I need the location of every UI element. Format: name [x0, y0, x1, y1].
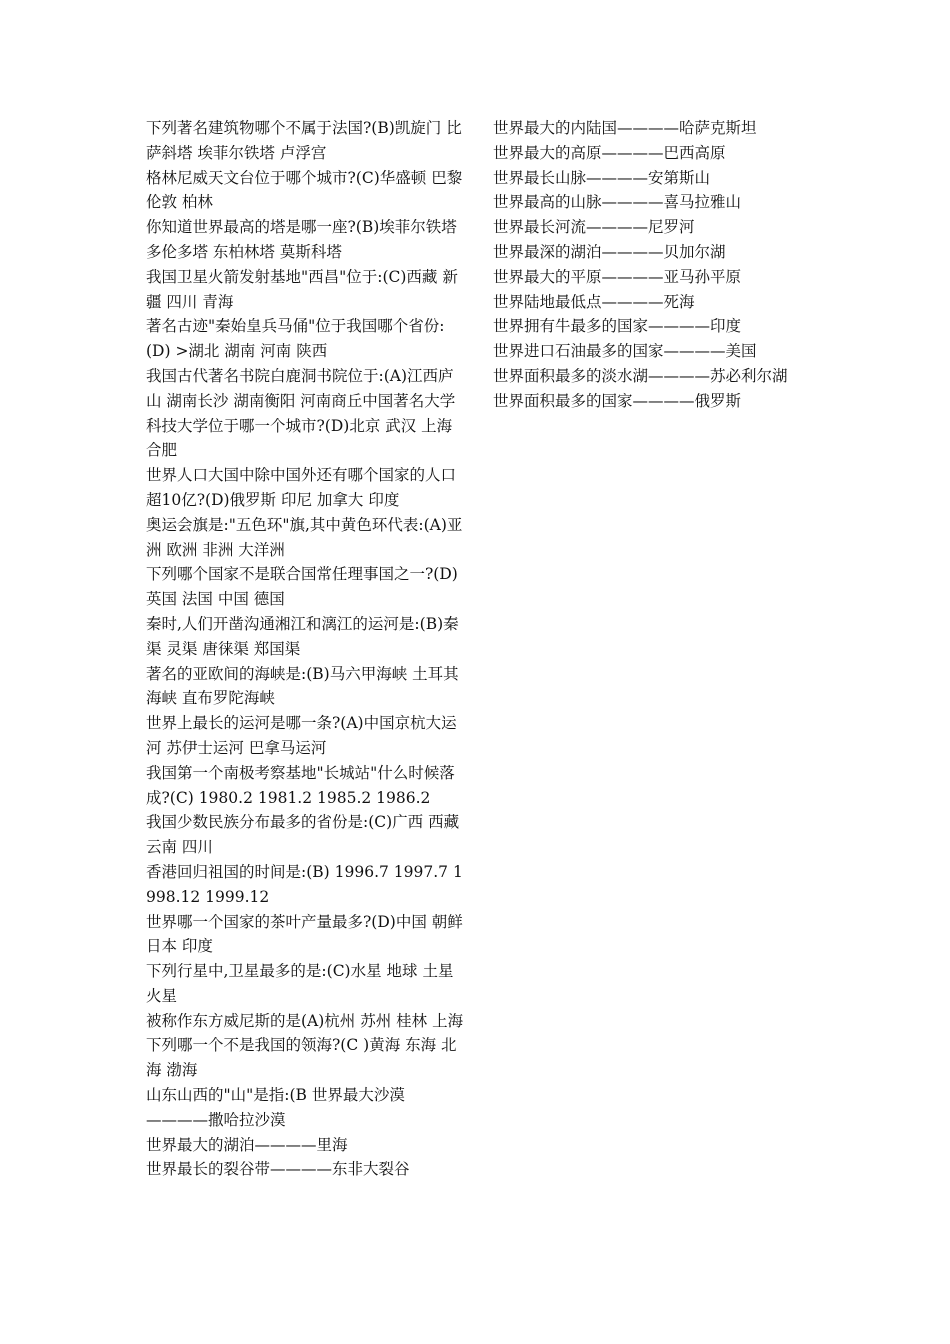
paragraph: 下列哪个国家不是联合国常任理事国之一?(D)英国 法国 中国 德国 — [146, 565, 458, 609]
paragraph: 世界面积最多的国家————俄罗斯 — [493, 391, 742, 410]
paragraph: 世界最长山脉————安第斯山 — [493, 168, 711, 187]
right-column — [493, 116, 813, 414]
paragraph: 世界陆地最低点————死海 — [493, 292, 695, 311]
paragraph: 世界最大的高原————巴西高原 — [493, 143, 726, 162]
paragraph: 被称作东方威尼斯的是(A)杭州 苏州 桂林 上海 — [146, 1011, 464, 1030]
paragraph: 奥运会旗是:"五色环"旗,其中黄色环代表:(A)亚洲 欧洲 非洲 大洋洲 — [146, 515, 463, 559]
paragraph: 世界人口大国中除中国外还有哪个国家的人口超10亿?(D)俄罗斯 印尼 加拿大 印度 — [146, 466, 457, 509]
paragraph: 世界面积最多的淡水湖————苏必利尔湖 — [493, 366, 788, 385]
paragraph: 世界最大的湖泊————里海 — [146, 1135, 348, 1154]
left-column — [146, 116, 466, 1182]
paragraph: 山东山西的"山"是指:(B 世界最大沙漠————撒哈拉沙漠 — [146, 1086, 405, 1129]
paragraph: 世界最深的湖泊————贝加尔湖 — [493, 242, 726, 261]
paragraph: 下列行星中,卫星最多的是:(C)水星 地球 土星 火星 — [146, 962, 454, 1005]
paragraph: 世界最大的平原————亚马孙平原 — [493, 267, 742, 286]
paragraph: 世界拥有牛最多的国家————印度 — [493, 317, 742, 336]
paragraph: 秦时,人们开凿沟通湘江和漓江的运河是:(B)秦渠 灵渠 唐徕渠 郑国渠 — [146, 614, 459, 658]
paragraph: 世界最长河流————尼罗河 — [493, 218, 695, 237]
paragraph: 世界最长的裂谷带————东非大裂谷 — [146, 1160, 410, 1179]
paragraph: 世界最大的内陆国————哈萨克斯坦 — [493, 119, 757, 137]
paragraph: 我国第一个南极考察基地"长城站"什么时候落成?(C) 1980.2 1981.2 1985.2 1986.2 — [146, 763, 455, 807]
paragraph: 下列著名建筑物哪个不属于法国?(B)凯旋门 比萨斜塔 埃菲尔铁塔 卢浮宫 — [146, 119, 462, 162]
paragraph: 我国卫星火箭发射基地"西昌"位于:(C)西藏 新疆 四川 青海 — [146, 267, 458, 311]
paragraph: 香港回归祖国的时间是:(B) 1996.7 1997.7 1998.12 1999.12 — [146, 862, 463, 906]
paragraph: 世界最高的山脉————喜马拉雅山 — [493, 193, 742, 212]
paragraph: 著名的亚欧间的海峡是:(B)马六甲海峡 土耳其海峡 直布罗陀海峡 — [146, 664, 459, 708]
paragraph: 下列哪一个不是我国的领海?(C )黄海 东海 北海 渤海 — [146, 1036, 457, 1080]
paragraph: 世界进口石油最多的国家————美国 — [493, 342, 757, 361]
paragraph: 你知道世界最高的塔是哪一座?(B)埃菲尔铁塔 多伦多塔 东柏林塔 莫斯科塔 — [146, 218, 457, 261]
paragraph: 世界哪一个国家的茶叶产量最多?(D)中国 朝鲜 日本 印度 — [146, 912, 463, 956]
paragraph: 我国少数民族分布最多的省份是:(C)广西 西藏 云南 四川 — [146, 813, 460, 857]
paragraph: 我国古代著名书院白鹿洞书院位于:(A)江西庐山 湖南长沙 湖南衡阳 河南商丘中国著名大学科技大学位于哪一个城市?(D)北京 武汉 上海 合肥 — [146, 366, 456, 460]
paragraph: 著名古迹"秦始皇兵马俑"位于我国哪个省份:(D) >湖北 湖南 河南 陕西 — [146, 317, 445, 361]
paragraph: 格林尼威天文台位于哪个城市?(C)华盛顿 巴黎 伦敦 柏林 — [146, 168, 463, 212]
paragraph: 世界上最长的运河是哪一条?(A)中国京杭大运河 苏伊士运河 巴拿马运河 — [146, 714, 457, 757]
